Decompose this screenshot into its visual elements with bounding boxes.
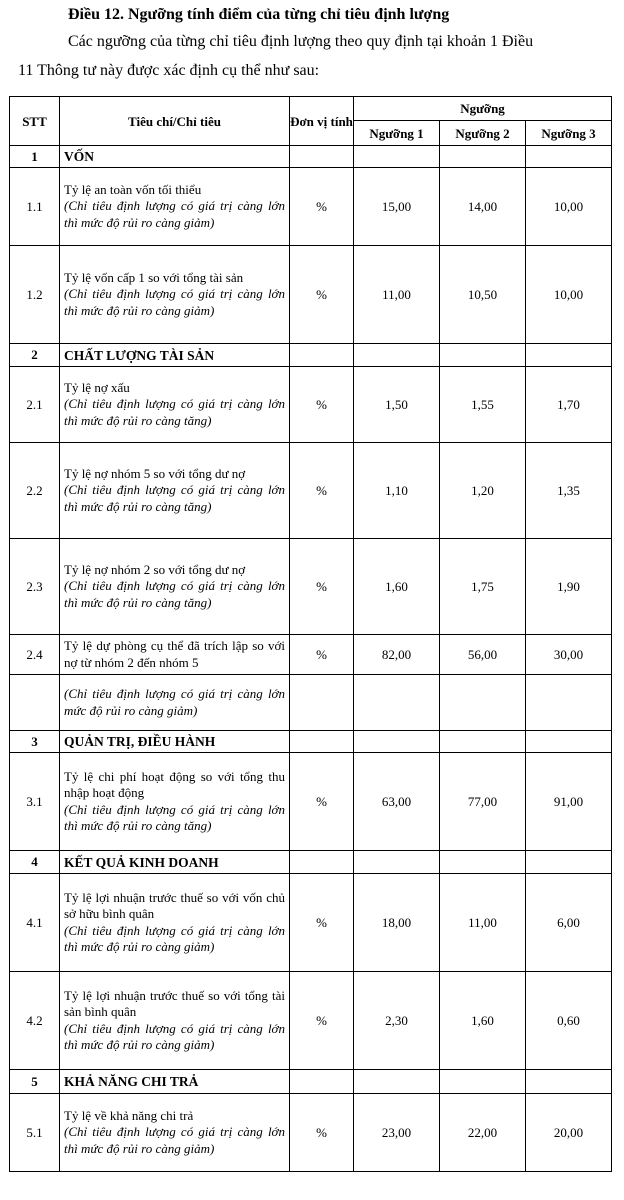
indicator-name: Tỷ lệ dự phòng cụ thể đã trích lập so với nợ từ nhóm 2 đến nhóm 5 bbox=[64, 638, 285, 670]
row-number: 1.1 bbox=[10, 168, 60, 246]
threshold-2-cell: 1,20 bbox=[440, 443, 526, 539]
section-title: KHẢ NĂNG CHI TRẢ bbox=[60, 1070, 290, 1094]
indicator-cell bbox=[60, 675, 290, 731]
table-row bbox=[10, 1094, 612, 1172]
threshold-1-cell: 23,00 bbox=[354, 1094, 440, 1172]
row-number: 2.3 bbox=[10, 539, 60, 635]
article-heading: Điều 12. Ngưỡng tính điểm của từng chỉ tiêu định lượng bbox=[68, 6, 450, 23]
row-number: 5.1 bbox=[10, 1094, 60, 1172]
table-row bbox=[10, 675, 612, 731]
indicator-name: Tỷ lệ chi phí hoạt động so với tổng thu nhập hoạt động bbox=[64, 768, 285, 800]
empty-cell bbox=[290, 851, 354, 874]
threshold-3-cell: 10,00 bbox=[526, 168, 612, 246]
threshold-3-cell: 1,70 bbox=[526, 367, 612, 443]
indicator-cell bbox=[60, 753, 290, 851]
threshold-2-cell: 1,60 bbox=[440, 972, 526, 1070]
threshold-1-cell: 18,00 bbox=[354, 874, 440, 972]
indicator-name: Tỷ lệ vốn cấp 1 so với tổng tài sản bbox=[64, 269, 244, 285]
header-threshold: Ngưỡng bbox=[354, 97, 612, 121]
unit-cell: % bbox=[290, 246, 354, 344]
section-title: QUẢN TRỊ, ĐIỀU HÀNH bbox=[60, 731, 290, 753]
threshold-2-cell: 11,00 bbox=[440, 874, 526, 972]
indicator-note: (Chỉ tiêu định lượng có giá trị càng lớn thì mức độ rủi ro càng giảm) bbox=[64, 1020, 285, 1052]
header-unit: Đơn vị tính bbox=[290, 97, 354, 146]
threshold-2-cell: 14,00 bbox=[440, 168, 526, 246]
threshold-3-cell: 1,90 bbox=[526, 539, 612, 635]
threshold-2-cell: 1,55 bbox=[440, 367, 526, 443]
empty-cell bbox=[354, 146, 440, 168]
header-threshold-3: Ngưỡng 3 bbox=[526, 121, 612, 146]
threshold-2-cell: 1,75 bbox=[440, 539, 526, 635]
unit-cell: % bbox=[290, 635, 354, 675]
unit-cell: % bbox=[290, 874, 354, 972]
section-row bbox=[10, 344, 612, 367]
threshold-2-cell: 77,00 bbox=[440, 753, 526, 851]
indicator-cell bbox=[60, 367, 290, 443]
row-number: 2.2 bbox=[10, 443, 60, 539]
header-stt: STT bbox=[10, 97, 60, 146]
empty-cell bbox=[354, 851, 440, 874]
table-row bbox=[10, 635, 612, 675]
threshold-1-cell: 82,00 bbox=[354, 635, 440, 675]
indicator-note: (Chỉ tiêu định lượng có giá trị càng lớn mức độ rủi ro càng giảm) bbox=[64, 686, 285, 718]
threshold-3-cell: 10,00 bbox=[526, 246, 612, 344]
threshold-3-cell: 20,00 bbox=[526, 1094, 612, 1172]
section-row bbox=[10, 731, 612, 753]
unit-cell: % bbox=[290, 539, 354, 635]
table-row bbox=[10, 246, 612, 344]
threshold-1-cell: 1,10 bbox=[354, 443, 440, 539]
empty-cell bbox=[526, 344, 612, 367]
empty-cell bbox=[440, 1070, 526, 1094]
threshold-1-cell: 63,00 bbox=[354, 753, 440, 851]
threshold-2-cell: 22,00 bbox=[440, 1094, 526, 1172]
indicator-cell bbox=[60, 443, 290, 539]
threshold-3-cell: 0,60 bbox=[526, 972, 612, 1070]
empty-cell bbox=[290, 344, 354, 367]
empty-cell bbox=[354, 1070, 440, 1094]
table-row bbox=[10, 443, 612, 539]
indicator-cell bbox=[60, 539, 290, 635]
table-row bbox=[10, 168, 612, 246]
indicator-note: (Chỉ tiêu định lượng có giá trị càng lớn thì mức độ rủi ro càng giảm) bbox=[64, 198, 285, 230]
row-number: 1.2 bbox=[10, 246, 60, 344]
threshold-table bbox=[9, 96, 612, 1172]
indicator-note: (Chỉ tiêu định lượng có giá trị càng lớn thì mức độ rủi ro càng giảm) bbox=[64, 922, 285, 954]
table-row bbox=[10, 874, 612, 972]
threshold-3-cell bbox=[526, 675, 612, 731]
unit-cell: % bbox=[290, 1094, 354, 1172]
indicator-name: Tỷ lệ lợi nhuận trước thuế so với tổng tài sản bình quân bbox=[64, 987, 285, 1019]
indicator-note: (Chỉ tiêu định lượng có giá trị càng lớn thì mức độ rủi ro càng tăng) bbox=[64, 396, 285, 428]
intro-line-1: Các ngưỡng của từng chỉ tiêu định lượng theo quy định tại khoản 1 Điều bbox=[68, 33, 534, 50]
indicator-name: Tỷ lệ lợi nhuận trước thuế so với vốn chủ sở hữu bình quân bbox=[64, 889, 285, 921]
empty-cell bbox=[526, 851, 612, 874]
indicator-cell bbox=[60, 874, 290, 972]
indicator-note: (Chỉ tiêu định lượng có giá trị càng lớn thì mức độ rủi ro càng tăng) bbox=[64, 801, 285, 833]
indicator-note: (Chỉ tiêu định lượng có giá trị càng lớn thì mức độ rủi ro càng tăng) bbox=[64, 578, 285, 610]
threshold-2-cell: 10,50 bbox=[440, 246, 526, 344]
section-number: 5 bbox=[10, 1070, 60, 1094]
section-title: CHẤT LƯỢNG TÀI SẢN bbox=[60, 344, 290, 367]
row-number bbox=[10, 675, 60, 731]
threshold-2-cell bbox=[440, 675, 526, 731]
row-number: 2.1 bbox=[10, 367, 60, 443]
section-row bbox=[10, 146, 612, 168]
row-number: 4.1 bbox=[10, 874, 60, 972]
threshold-1-cell bbox=[354, 675, 440, 731]
threshold-3-cell: 1,35 bbox=[526, 443, 612, 539]
empty-cell bbox=[290, 146, 354, 168]
threshold-1-cell: 1,60 bbox=[354, 539, 440, 635]
indicator-name: Tỷ lệ nợ xấu bbox=[64, 379, 130, 395]
empty-cell bbox=[526, 146, 612, 168]
empty-cell bbox=[290, 1070, 354, 1094]
header-threshold-1: Ngưỡng 1 bbox=[354, 121, 440, 146]
table-row bbox=[10, 539, 612, 635]
section-number: 4 bbox=[10, 851, 60, 874]
empty-cell bbox=[526, 731, 612, 753]
empty-cell bbox=[290, 731, 354, 753]
unit-cell bbox=[290, 675, 354, 731]
section-row bbox=[10, 1070, 612, 1094]
table-row bbox=[10, 972, 612, 1070]
indicator-cell bbox=[60, 246, 290, 344]
threshold-3-cell: 30,00 bbox=[526, 635, 612, 675]
threshold-2-cell: 56,00 bbox=[440, 635, 526, 675]
intro-line-2: 11 Thông tư này được xác định cụ thể như sau: bbox=[18, 62, 320, 79]
row-number: 3.1 bbox=[10, 753, 60, 851]
threshold-1-cell: 2,30 bbox=[354, 972, 440, 1070]
empty-cell bbox=[440, 146, 526, 168]
threshold-1-cell: 11,00 bbox=[354, 246, 440, 344]
unit-cell: % bbox=[290, 443, 354, 539]
empty-cell bbox=[440, 344, 526, 367]
section-number: 1 bbox=[10, 146, 60, 168]
unit-cell: % bbox=[290, 168, 354, 246]
empty-cell bbox=[526, 1070, 612, 1094]
unit-cell: % bbox=[290, 972, 354, 1070]
empty-cell bbox=[440, 851, 526, 874]
indicator-note: (Chỉ tiêu định lượng có giá trị càng lớn thì mức độ rủi ro càng tăng) bbox=[64, 482, 285, 514]
indicator-name: Tỷ lệ an toàn vốn tối thiểu bbox=[64, 181, 202, 197]
indicator-cell bbox=[60, 972, 290, 1070]
table-row bbox=[10, 753, 612, 851]
unit-cell: % bbox=[290, 753, 354, 851]
indicator-note: (Chỉ tiêu định lượng có giá trị càng lớn thì mức độ rủi ro càng giảm) bbox=[64, 1124, 285, 1156]
indicator-cell bbox=[60, 635, 290, 675]
section-row bbox=[10, 851, 612, 874]
indicator-cell bbox=[60, 1094, 290, 1172]
unit-cell: % bbox=[290, 367, 354, 443]
indicator-name: Tỷ lệ nợ nhóm 5 so với tổng dư nợ bbox=[64, 465, 246, 481]
row-number: 4.2 bbox=[10, 972, 60, 1070]
empty-cell bbox=[440, 731, 526, 753]
empty-cell bbox=[354, 344, 440, 367]
section-number: 3 bbox=[10, 731, 60, 753]
section-title: VỐN bbox=[60, 146, 290, 168]
section-title: KẾT QUẢ KINH DOANH bbox=[60, 851, 290, 874]
threshold-3-cell: 6,00 bbox=[526, 874, 612, 972]
indicator-note: (Chỉ tiêu định lượng có giá trị càng lớn thì mức độ rủi ro càng giảm) bbox=[64, 286, 285, 318]
header-threshold-2: Ngưỡng 2 bbox=[440, 121, 526, 146]
empty-cell bbox=[354, 731, 440, 753]
indicator-name: Tỷ lệ về khả năng chi trả bbox=[64, 1107, 194, 1123]
table-row bbox=[10, 367, 612, 443]
table-body bbox=[10, 146, 612, 1172]
threshold-1-cell: 15,00 bbox=[354, 168, 440, 246]
indicator-cell bbox=[60, 168, 290, 246]
threshold-3-cell: 91,00 bbox=[526, 753, 612, 851]
section-number: 2 bbox=[10, 344, 60, 367]
row-number: 2.4 bbox=[10, 635, 60, 675]
header-criteria: Tiêu chí/Chỉ tiêu bbox=[60, 97, 290, 146]
threshold-1-cell: 1,50 bbox=[354, 367, 440, 443]
indicator-name: Tỷ lệ nợ nhóm 2 so với tổng dư nợ bbox=[64, 561, 246, 577]
